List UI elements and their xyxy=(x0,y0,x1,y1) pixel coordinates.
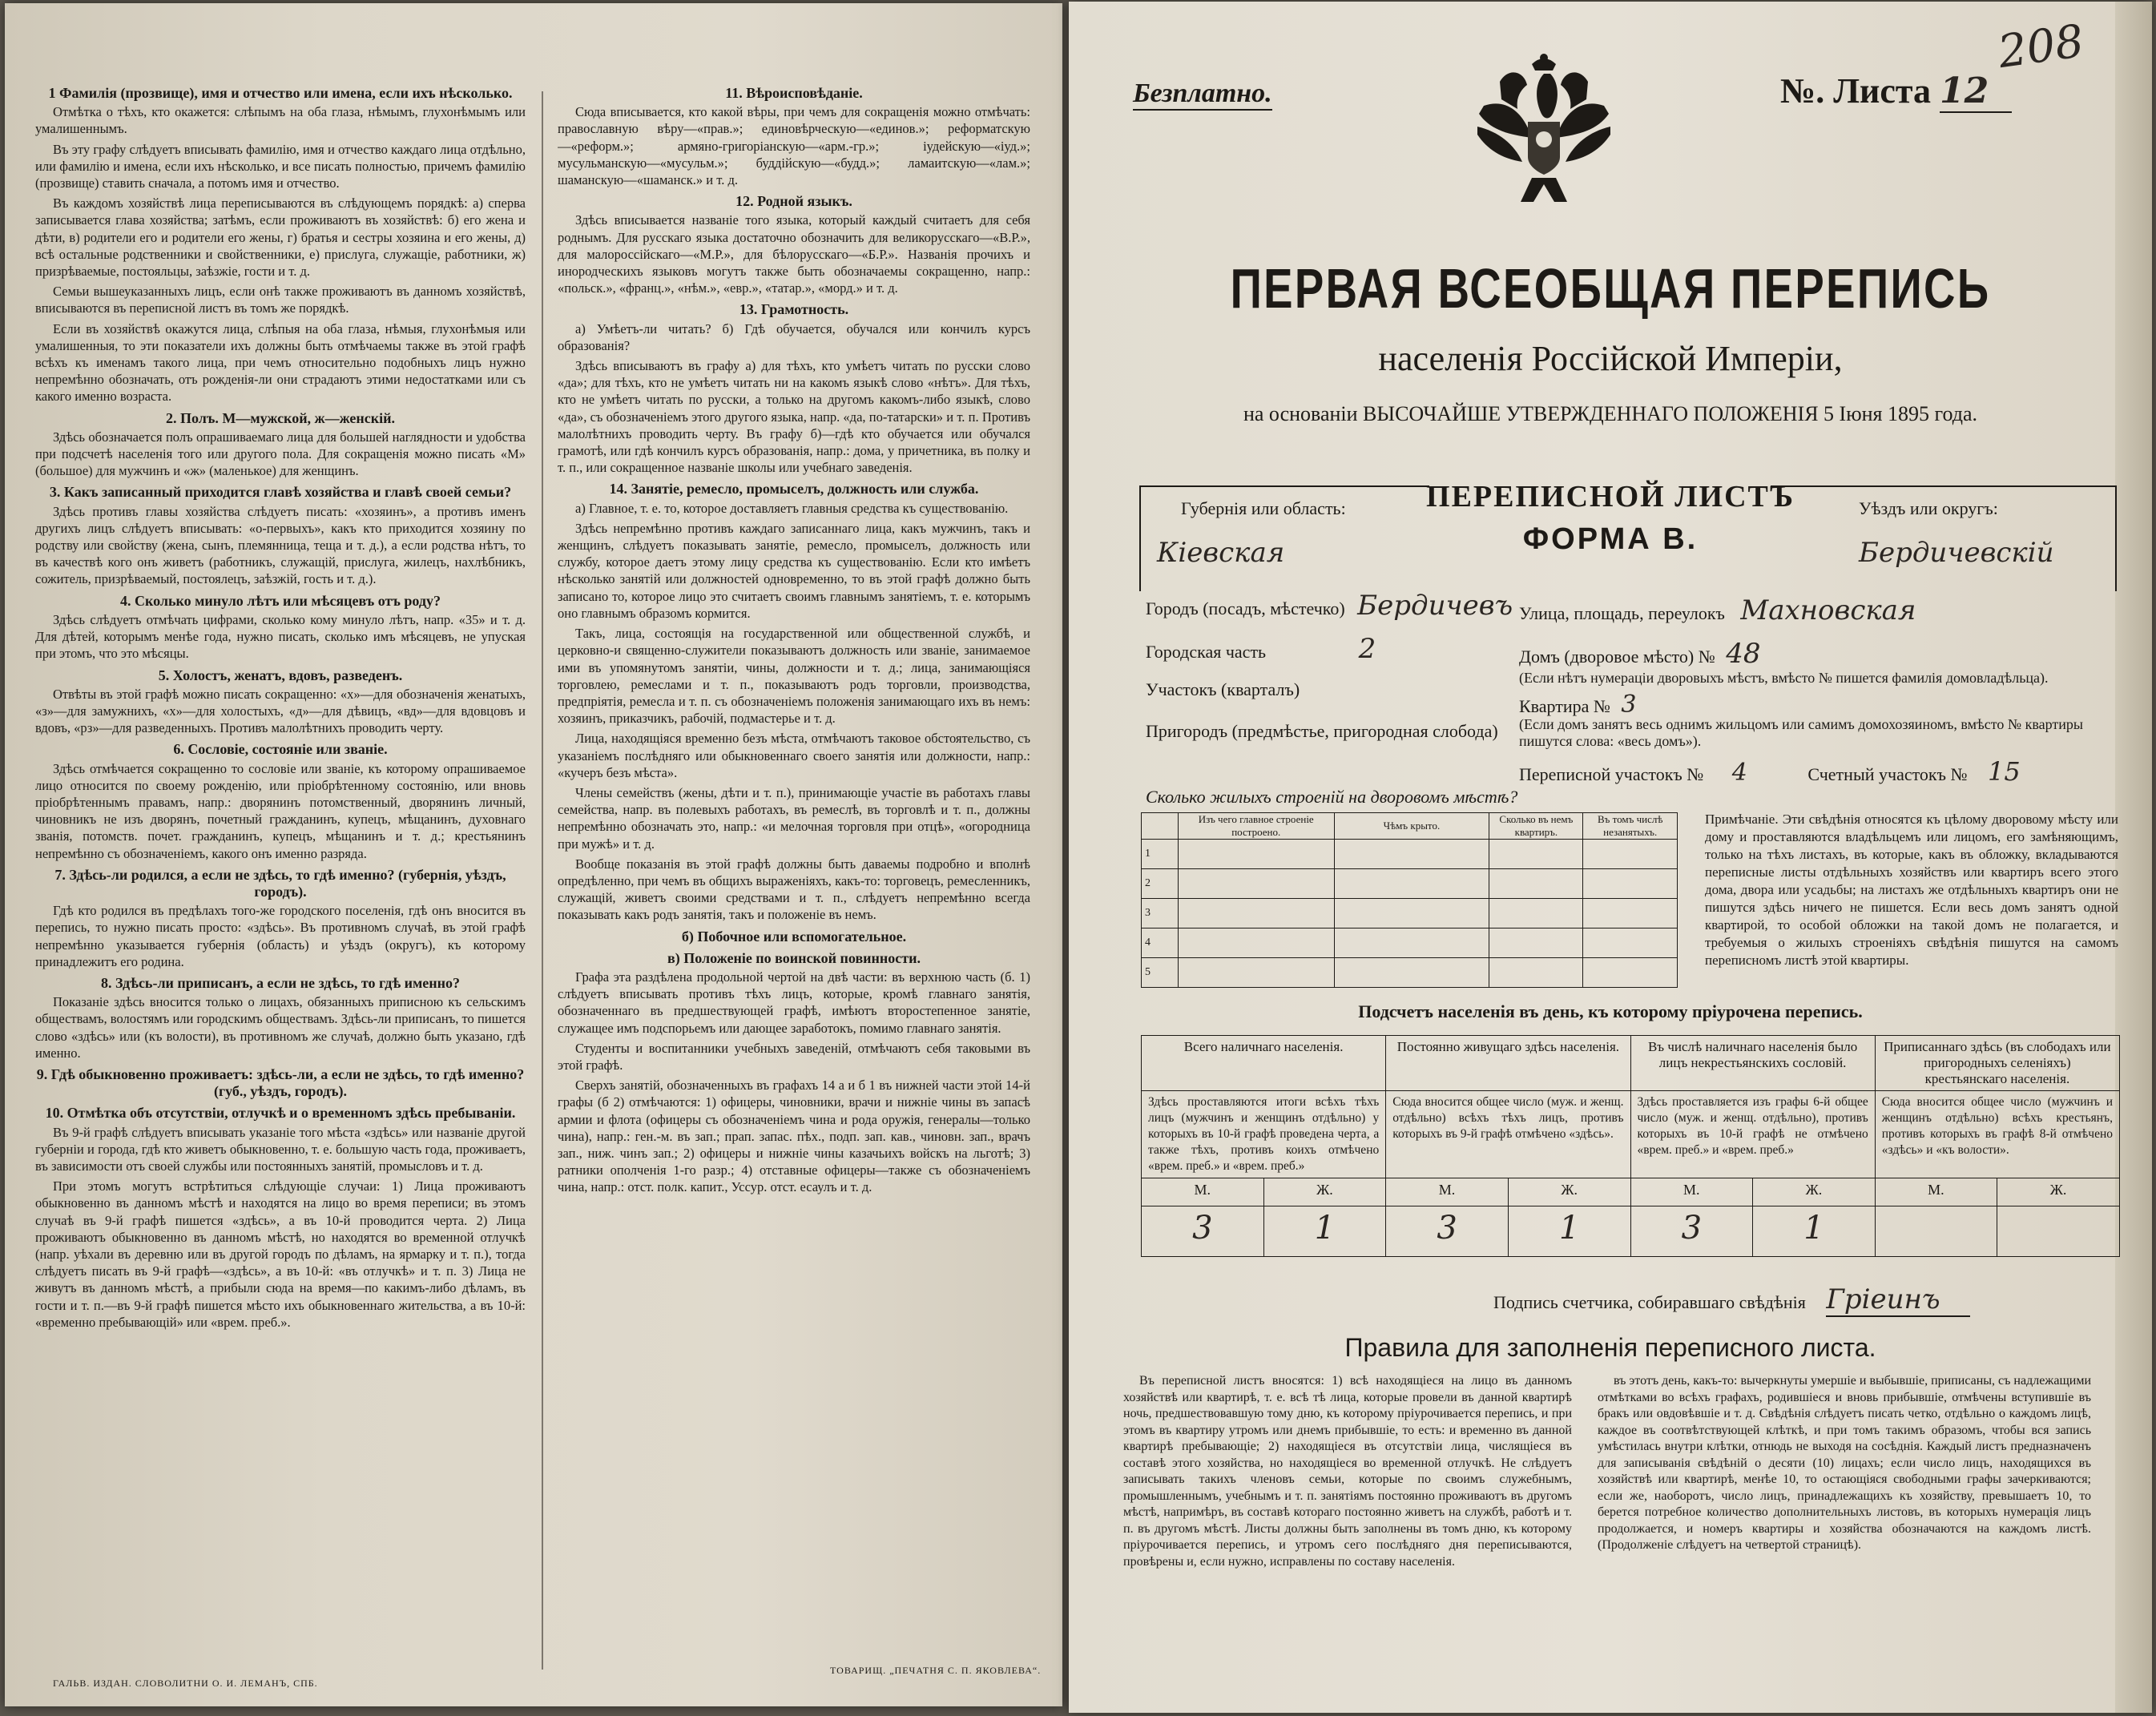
double-headed-eagle-icon xyxy=(1468,50,1620,210)
uezd-label: Уѣздъ или округъ: xyxy=(1859,498,1998,518)
table-row xyxy=(1142,958,1678,988)
table-row xyxy=(1142,928,1678,958)
male-count: 3 xyxy=(1142,1206,1264,1257)
form-letter: ФОРМА В. xyxy=(1522,522,1699,556)
apartment-value: 3 xyxy=(1621,691,1637,719)
paragraph: Если въ хозяйствѣ окажутся лица, слѣпыя на оба глаза, нѣмыя, глухонѣмыя или умалишенныя, то эти показатели ихъ должны быть отмѣчаемы также въ этой графѣ всѣхъ къ именамъ такого лица, при чемъ относительно подобныхъ лицъ нужно непремѣнно обозначать, отъ рожденія-ли они страдаютъ этими недостатками или съ какого именно возраста. xyxy=(35,320,526,405)
archive-page-number: 208 xyxy=(1994,14,2087,79)
paragraph: Здѣсь слѣдуетъ отмѣчать цифрами, сколько кому минуло лѣтъ, напр. «35» и т. д. Для дѣтей, которымъ менѣе года, нужно писать, сколько имъ мѣсяцевъ, не упуская при этомъ, что это мѣсяцы. xyxy=(35,611,526,662)
female-count: 1 xyxy=(1508,1206,1630,1257)
section-heading: 8. Здѣсь-ли приписанъ, а если не здѣсь, то гдѣ именно? xyxy=(100,974,460,991)
male-count: 3 xyxy=(1386,1206,1509,1257)
street-label: Улица, площадь, переулокъ xyxy=(1519,603,1725,623)
suburb-label: Пригородъ (предмѣстье, пригородная слобода) xyxy=(1146,721,1498,741)
instructions-column-2 xyxy=(558,80,1030,1650)
street-field xyxy=(1519,594,1916,626)
rules-column-1 xyxy=(1123,1373,1572,1694)
city-field xyxy=(1146,590,1513,622)
paragraph: Здѣсь обозначается полъ опрашиваемаго лица для большей наглядности и удобства при подсчетѣ населенія того или другого пола. Для сокращенія можно писать «М» (большое) для мужчинъ и «ж» (маленькое) для женщинъ. xyxy=(35,429,526,479)
house-label: Домъ (дворовое мѣсто) № xyxy=(1519,647,1715,667)
column-divider xyxy=(542,91,543,1670)
section-heading: в) Положеніе по воинской повинности. xyxy=(667,949,921,966)
paragraph: Семьи вышеуказанныхъ лицъ, если онѣ также проживаютъ въ данномъ хозяйствѣ, вписываются въ переписной листъ въ томъ же порядкѣ. xyxy=(35,284,526,316)
page-edge xyxy=(2115,2,2152,1713)
paragraph: Здѣсь вписывается названіе того языка, который каждый считаетъ для себя роднымъ. Для русскаго языка достаточно обозначить для великорусскаго—«В.Р.», для малороссійскаго—«М.Р.», для бѣлорусскаго—«Б.Р.». Названія прочихъ и инородческихъ языковъ могутъ также быть обозначаемы сокращенно, напр.: «польск.», «франц.», «нѣм.», «евр.», «татар.», «морд.» и т. д. xyxy=(558,212,1030,296)
table-header: Въ числѣ наличнаго населенія было лицъ некрестьянскихъ сословій. xyxy=(1630,1036,1875,1091)
table-row xyxy=(1142,1206,2120,1257)
apartment-field xyxy=(1519,691,1636,719)
paragraph: Въ 9-й графѣ слѣдуетъ вписывать указаніе того мѣста «здѣсь» или названіе другой губерніи и города, гдѣ кто живетъ обыкновенно, т. е. большую часть года, проживаетъ, въ зависимости отъ своей службы или постоянныхъ занятій, промысловъ и т. д. xyxy=(35,1124,526,1174)
section-heading: 5. Холостъ, женатъ, вдовъ, разведенъ. xyxy=(158,667,403,683)
city-value: Бердичевъ xyxy=(1357,590,1513,622)
section-heading: 13. Грамотность. xyxy=(739,301,849,318)
male-count xyxy=(1875,1206,1997,1257)
paragraph: Графа эта раздѣлена продольной чертой на двѣ части: въ верхнюю часть (б. 1) слѣдуетъ вписывать противъ тѣхъ лицъ, которые, кромѣ главнаго занятія, обозначеннаго въ предшествующей графѣ, имѣютъ второстепенное занятіе, служащее имъ подспорьемъ или дающее заработокъ, помимо главнаго занятія. xyxy=(558,969,1030,1036)
row-number: 2 xyxy=(1142,869,1179,899)
table-header: Чѣмъ крыто. xyxy=(1334,813,1489,840)
uezd-value: Бердичевскій xyxy=(1859,537,2054,569)
printer-footnote-right: ТОВАРИЩ. „ПЕЧАТНЯ С. П. ЯКОВЛЕВА“. xyxy=(830,1665,1042,1676)
column-description: Здѣсь проставляются итоги всѣхъ тѣхъ лицъ (мужчинъ и женщинъ отдѣльно) у которыхъ въ 10-й графѣ проведена черта, а также тѣхъ, противъ коихъ отмѣчено «врем. преб.» и «врем. преб.» xyxy=(1142,1091,1386,1178)
census-precinct-field xyxy=(1519,756,2021,787)
table-row xyxy=(1142,1178,2120,1206)
table-header-row xyxy=(1142,813,1678,840)
buildings-table xyxy=(1141,812,1678,988)
row-number: 4 xyxy=(1142,928,1179,958)
census-subtitle: населенія Россійской Имперіи, xyxy=(1378,339,1843,378)
paragraph: Такъ, лица, состоящія на государственной или общественной службѣ, и церковно-и священно-служители показываютъ должность или званіе, занимаемое ими въ упомянутомъ занятіи, чины, должности и т. д.; лица, занимающіяся торговлею, ремеслами и т. п., показываютъ родъ торговли, производства, предпріятія, ремесла и т. п. съ обозначеніемъ положенія занимающаго ихъ въ немъ: хозяинъ, приказчикъ, рабочій, подмастерье и т. д. xyxy=(558,626,1030,727)
precinct-label: Участокъ (кварталъ) xyxy=(1146,679,1300,699)
census-title: ПЕРВАЯ ВСЕОБЩАЯ ПЕРЕПИСЬ xyxy=(1230,257,1991,320)
paragraph: Здѣсь отмѣчается сокращенно то сословіе или званіе, къ которому опрашиваемое лицо относится по своему рожденію, или пріобрѣтенному состоянію, или вновь пріобрѣтеннымъ правамъ, напр.: дворянинъ потомственный, дворянинъ личный, чиновникъ не изъ дворянъ, почетный гражданинъ, купецъ, мѣщанинъ, духовнаго званія, потомств. почет. гражданинъ, купецъ, мѣщанинъ и т. д.; крестьянинъ непремѣнно съ обозначеніемъ, какого онъ именно разряда. xyxy=(35,760,526,861)
free-of-charge-label: Безплатно. xyxy=(1133,79,1272,111)
female-label: Ж. xyxy=(1508,1178,1630,1206)
census-decree-line: на основаніи ВЫСОЧАЙШЕ УТВЕРЖДЕННАГО ПОЛОЖЕНІЯ 5 Іюня 1895 года. xyxy=(1243,402,1978,425)
female-count: 1 xyxy=(1263,1206,1386,1257)
paragraph: Сюда вписывается, кто какой вѣры, при чемъ для сокращенія можно отмѣчать: православную вѣру—«прав.»; единовѣрческую—«единов.»; реформатскую—«реформ.»; армяно-григоріанскую—«арм.-гр.»; іудейскую—«іуд.»; мусульманскую—«мусульм.»; буддійскую—«будд.»; ламаитскую—«лам.»; шаманскую—«шаманск.» и т. д. xyxy=(558,104,1030,188)
signature-field xyxy=(1493,1283,1970,1317)
paragraph: Отвѣты въ этой графѣ можно писать сокращенно: «х»—для обозначенія женатыхъ, «з»—для замужнихъ, «х»—для холостыхъ, «д»—для дѣвицъ, «вд»—для вдовцовъ и вдовъ, «рз»—для разведенныхъ. Противъ малолѣтнихъ проводить черту. xyxy=(35,686,526,736)
female-count: 1 xyxy=(1753,1206,1876,1257)
buildings-question: Сколько жилыхъ строеній на дворовомъ мѣстѣ? xyxy=(1146,787,1518,807)
table-header: Всего наличнаго населенія. xyxy=(1142,1036,1386,1091)
sheet-number-label: №. Листа xyxy=(1780,71,1932,111)
signature-value: Гріеинъ xyxy=(1826,1283,1970,1317)
paragraph: Члены семействъ (жены, дѣти и т. п.), принимающіе участіе въ работахъ главы семейства, напр. въ полевыхъ работахъ, въ ремеслѣ, въ торговлѣ и т. п., должны непремѣнно обозначать это, напр.: «и мелочная торговля при отцѣ», «огородница при мужѣ» и т. д. xyxy=(558,784,1030,852)
apartment-note: (Если домъ занятъ весь однимъ жильцомъ или самимъ домохозяиномъ, вмѣсто № квартиры пишутся слова: «весь домъ»). xyxy=(1519,716,2083,749)
instructions-page xyxy=(5,3,1062,1706)
paragraph: Вообще показанія въ этой графѣ должны быть даваемы подробно и вполнѣ опредѣленно, при чемъ въ общихъ выраженіяхъ, какъ-то: торговецъ, ремесленникъ, служащій, живетъ своими средствами и т. п., слѣдуетъ непремѣнно всегда показывать какъ родъ занятія, такъ и положеніе въ немъ. xyxy=(558,856,1030,923)
female-label: Ж. xyxy=(1263,1178,1386,1206)
section-heading: 12. Родной языкъ. xyxy=(735,193,852,210)
column-description: Сюда вносится общее число (муж. и женщ. отдѣльно) всѣхъ тѣхъ лицъ, противъ которыхъ въ 9-й графѣ отмѣчено «здѣсь». xyxy=(1386,1091,1630,1178)
row-number: 5 xyxy=(1142,958,1179,988)
sheet-number xyxy=(1780,70,2012,113)
city-part-field xyxy=(1146,633,1376,665)
printer-footnote-left: ГАЛЬВ. ИЗДАН. СЛОВОЛИТНИ О. И. ЛЕМАНЪ, СПБ. xyxy=(53,1678,318,1689)
female-label: Ж. xyxy=(1753,1178,1876,1206)
table-header: Изъ чего главное строеніе построено. xyxy=(1178,813,1334,840)
paragraph: Сверхъ занятій, обозначенныхъ въ графахъ 14 а и б 1 въ нижней части этой 14-й графы (б 2) отмѣчаются: 1) офицеры, чиновники, врачи и нижніе чины въ запасѣ армии и флота (офицеры съ обозначеніемъ чина и рода оружія, генералы—только чина), напр.: ген.-м. въ зап.; прап. запас. пѣх., подп. зап. кав., чиновн. зап., врачъ зап., ниж. чинъ зап.; 2) офицеры и нижніе чины казачьихъ войскъ на льготѣ; 3) ратники ополченія 1-го разр.; 4) отставные офицеры—также съ обозначеніемъ чина, напр.: отст. полк. капит., Уссур. отст. есаулъ и т. д. xyxy=(558,1078,1030,1195)
paragraph: При этомъ могутъ встрѣтиться слѣдующіе случаи: 1) Лица проживаютъ обыкновенно въ данномъ мѣстѣ и находятся на лицо во время переписи; въ этомъ случаѣ въ 9-й графѣ пишется «здѣсь», а въ 10-й проводится черта. 2) Лица проживаютъ обыкновенно въ данномъ мѣстѣ, но находятся во временной отлучкѣ (напр. уѣхали въ деревню или въ другой городъ по дѣламъ, на ярмарку и т. п.), тогда слѣдуетъ писать въ 9-й графѣ—«здѣсь», а въ 10-й: «въ отлучкѣ» и т. п. 3) Лица не живутъ въ данномъ мѣстѣ, а прибыли сюда на время—по какимъ-либо дѣламъ, въ гости и т. п.—въ 9-й графѣ пишется мѣсто ихъ обыкновеннаго жительства, а въ 10-й: «временно пребывающій» или «врем. преб.». xyxy=(35,1178,526,1330)
count-precinct-label: Счетный участокъ № xyxy=(1807,764,1968,784)
male-count: 3 xyxy=(1630,1206,1753,1257)
form-title: ПЕРЕПИСНОЙ ЛИСТЪ xyxy=(1426,480,1795,514)
uezd-box xyxy=(1771,485,2117,591)
instructions-column-1 xyxy=(35,80,526,1666)
table-header: Приписаннаго здѣсь (въ слободахъ или пригородныхъ селеніяхъ) крестьянскаго населенія. xyxy=(1875,1036,2119,1091)
section-heading: 1 Фамилія (прозвище), имя и отчество или имена, если ихъ нѣсколько. xyxy=(48,85,513,101)
paragraph: Въ каждомъ хозяйствѣ лица переписываются въ слѣдующемъ порядкѣ: а) сперва записывается глава хозяйства; затѣмъ, если проживаютъ въ хозяйствѣ: б) его жена и дѣти, в) родители его и родители его жены, г) братья и сестры хозяина и его жены, д) всѣ остальные родственники и свойственники, е) прислуга, служащіе, работники, ж) призрѣваемые, постояльцы, заѣзжіе, гости и т. д. xyxy=(35,195,526,280)
paragraph: Отмѣтка о тѣхъ, кто окажется: слѣпымъ на оба глаза, нѣмымъ, глухонѣмымъ или умалишеннымъ. xyxy=(35,104,526,137)
city-part-label: Городская часть xyxy=(1146,642,1267,662)
signature-label: Подпись счетчика, собиравшаго свѣдѣнія xyxy=(1493,1292,1806,1312)
female-count xyxy=(1997,1206,2120,1257)
table-header: Постоянно живущаго здѣсь населенія. xyxy=(1386,1036,1630,1091)
paragraph: Гдѣ кто родился въ предѣлахъ того-же городского поселенія, гдѣ онъ вносится въ перепись, то нужно писать просто: «здѣсь». Въ противномъ случаѣ, въ этой графѣ непремѣнно указывается губернія (область) и уѣздъ (округъ), къ которому принадлежитъ его родина. xyxy=(35,903,526,969)
section-heading: 4. Сколько минуло лѣтъ или мѣсяцевъ отъ роду? xyxy=(120,592,441,609)
section-heading: 9. Гдѣ обыкновенно проживаетъ: здѣсь-ли, а если не здѣсь, то гдѣ именно? (губ., уѣздъ, городъ). xyxy=(36,1065,525,1100)
paragraph: Здѣсь противъ главы хозяйства слѣдуетъ писать: «хозяинъ», а противъ именъ другихъ лицъ слѣдуетъ вписывать: «о-первыхъ», какъ кто приходится хозяину по родству или свойству (жена, сынъ, племянница, теща и т. д.), а если родства нѣтъ, то въ качествѣ кого онъ живетъ (работникъ, служащій, прислуга, жилецъ, нахлѣбникъ, сожитель, призрѣваемый, постоялецъ, заѣзжій, гость и т. д.). xyxy=(35,503,526,587)
house-value: 48 xyxy=(1726,638,1761,670)
table-row xyxy=(1142,869,1678,899)
section-heading: 11. Вѣроисповѣданіе. xyxy=(725,85,863,101)
rules-text: въ этотъ день, какъ-то: вычеркнуты умершіе и выбывшіе, приписаны, съ надлежащими отмѣтками во всѣхъ графахъ, родившіеся и вновь прибывшіе, отмѣчены вступившіе въ бракъ или овдовѣвшіе и т. д. Свѣдѣнія слѣдуетъ писать четко, отдѣльно о каждомъ лицѣ, каждое въ соотвѣтствующей клѣткѣ, и при томъ такимъ образомъ, чтобы вся запись умѣстилась внутри клѣтки, отнюдь не выходя на сосѣднія. Каждый листъ предназначенъ для записыванія свѣдѣній о десяти (10) лицахъ; если число лицъ, находящихся въ хозяйствѣ или квартирѣ, менѣе 10, то остающіяся свободными графы зачеркиваются; если же, наоборотъ, число лицъ, принадлежащихъ къ хозяйству, превышаетъ 10, то берется потребное количество дополнительныхъ листовъ, въ которыхъ нумерація лицъ продолжается, и номеръ квартиры и хозяйства обозначаются на каждомъ листѣ. (Продолженіе слѣдуетъ на четвертой страницѣ). xyxy=(1598,1374,2091,1552)
buildings-note: Примѣчаніе. Эти свѣдѣнія относятся къ цѣлому дворовому мѣсту или дому и проставляются владѣльцемъ или лицомъ, его замѣняющимъ, только на тѣхъ листахъ, въ которые, какъ въ обложку, вкладываются переписные листы отдѣльныхъ хозяйствъ или квартиръ всего этого дома, двора или усадьбы; на листахъ же отдѣльныхъ квартиръ они не пишутся здѣсь ничего не пишется. Если весь домъ занятъ одной квартирой, то особой обложки на такой домъ не полагается, и требуемыя о жилыхъ строеніяхъ свѣдѣнія пишутся на самомъ переписномъ листѣ этой квартиры. xyxy=(1705,812,2118,968)
paragraph: а) Умѣетъ-ли читать? б) Гдѣ обучается, обучался или кончилъ курсъ образованія? xyxy=(558,320,1030,353)
rules-text: Въ переписной листъ вносятся: 1) всѣ находящіеся на лицо въ данномъ хозяйствѣ или квартирѣ, т. е. всѣ тѣ лица, которые провели въ данной квартирѣ ночь, предшествовавшую тому дню, къ которому пріурочивается перепись, и при этомъ въ квартиру утромъ или днемъ прибывшіе, то есть: и временно въ данной квартирѣ пребывающіе; 2) находящіеся въ отсутствіи лица, числящіеся въ составѣ этого хозяйства, но находящіеся во временной отлучкѣ. Не слѣдуетъ записывать такихъ членовъ семьи, которые по своимъ служебнымъ, промышленнымъ, учебнымъ и т. п. занятіямъ постоянно проживаютъ въ другомъ мѣстѣ, напримѣръ, въ составѣ котораго постоянно живетъ на службѣ, работѣ и т. п. въ другомъ мѣстѣ. Листы должны быть заполнены въ томъ дню, къ которому пріурочивается перепись, и утромъ сего послѣдняго дня переписываются, провѣрены и, если нужно, исправлены по составу населенія. xyxy=(1123,1374,1572,1569)
census-precinct-label: Переписной участокъ № xyxy=(1519,764,1704,784)
table-row xyxy=(1142,840,1678,869)
section-heading: 3. Какъ записанный приходится главѣ хозяйства и главѣ своей семьи? xyxy=(49,484,512,501)
paragraph: Студенты и воспитанники учебныхъ заведеній, отмѣчаютъ себя таковыми въ этой графѣ. xyxy=(558,1040,1030,1073)
gubernia-label: Губернія или область: xyxy=(1181,498,1346,518)
paragraph: Лица, находящіяся временно безъ мѣста, отмѣчаютъ таковое обстоятельство, съ указаніемъ послѣдняго или обыкновеннаго своего занятія или должности, напр.: «кучеръ безъ мѣста». xyxy=(558,731,1030,780)
census-form-page xyxy=(1069,2,2152,1713)
house-field xyxy=(1519,638,1760,670)
census-precinct-value: 4 xyxy=(1731,759,1747,787)
male-label: М. xyxy=(1142,1178,1264,1206)
row-number: 3 xyxy=(1142,899,1179,928)
table-row xyxy=(1142,899,1678,928)
rules-column-2 xyxy=(1598,1373,2091,1694)
male-label: М. xyxy=(1630,1178,1753,1206)
column-description: Сюда вносится общее число (мужчинъ и женщинъ отдѣльно) всѣхъ крестьянъ, противъ которыхъ въ графѣ 8-й отмѣчено «здѣсь» и «къ волости». xyxy=(1875,1091,2119,1178)
section-heading: 2. Полъ. М—мужской, ж—женскій. xyxy=(165,409,396,426)
paragraph: Въ эту графу слѣдуетъ вписывать фамилію, имя и отчество каждаго лица отдѣльно, или фамилію и имена, если ихъ нѣсколько, и все писать полностью, причемъ фамилію (прозвище) ставить сначала, а потомъ имя и отчество. xyxy=(35,141,526,191)
apartment-label: Квартира № xyxy=(1519,696,1610,716)
section-heading: 14. Занятіе, ремесло, промыселъ, должность или служба. xyxy=(609,481,979,497)
male-label: М. xyxy=(1875,1178,1997,1206)
sheet-number-value: 12 xyxy=(1940,70,2012,113)
male-label: М. xyxy=(1386,1178,1509,1206)
gubernia-value: Кіевская xyxy=(1157,537,1285,569)
paragraph: а) Главное, т. е. то, которое доставляетъ главныя средства къ существованію. xyxy=(575,500,1009,516)
column-description: Здѣсь проставляется изъ графы 6-й общее число (муж. и женщ. отдѣльно), противъ которыхъ въ 10-й графѣ не отмѣчено «врем. преб.» и «врем. преб.» xyxy=(1630,1091,1875,1178)
paragraph: Здѣсь вписываютъ въ графу а) для тѣхъ, кто умѣетъ читать по русски слово «да»; для тѣхъ, кто не умѣетъ читать ни на какомъ языкѣ слово «нѣтъ». Для тѣхъ, кто не умѣетъ читать по русски, а только на другомъ какомъ-либо языкѣ, слово «да», съ обозначеніемъ этого другого языка, напр. «да, по-татарски» и т. п. Противъ малолѣтнихъ проводить черту. Въ графу б)—гдѣ кто обучается или обучался грамотѣ, или гдѣ кончилъ курсъ образованія, напр.: дома, у причетника, въ полку и т. п., или сокращенное названіе школы или учебнаго заведенія. xyxy=(558,358,1030,476)
section-heading: 7. Здѣсь-ли родился, а если не здѣсь, то гдѣ именно? (губернія, уѣздъ, городъ). xyxy=(54,866,506,900)
section-heading: 10. Отмѣтка объ отсутствіи, отлучкѣ и о временномъ здѣсь пребываніи. xyxy=(45,1105,516,1122)
table-header: Сколько въ немъ квартиръ. xyxy=(1489,813,1583,840)
row-number: 1 xyxy=(1142,840,1179,869)
table-header: Въ томъ числѣ незанятыхъ. xyxy=(1583,813,1678,840)
table-row xyxy=(1142,1091,2120,1178)
street-value: Махновская xyxy=(1740,594,1916,626)
house-note: (Если нѣтъ нумераціи дворовыхъ мѣстъ, вмѣсто № пишется фамилія домовладѣльца). xyxy=(1519,670,2049,686)
female-label: Ж. xyxy=(1997,1178,2120,1206)
population-count-table xyxy=(1141,1035,2120,1257)
count-precinct-value: 15 xyxy=(1987,756,2021,787)
paragraph: Здѣсь непремѣнно противъ каждаго записаннаго лица, какъ мужчинъ, такъ и женщинъ, слѣдуетъ показывать занятіе, ремесло, промыселъ, должность или службу, которое даетъ этому лицу средства къ существованію. Если кто имѣетъ нѣсколько занятій или должностей одновременно, то въ этой графѣ должно быть записано то, которое лицо это считаетъ своимъ главнымъ занятіемъ, т. е. которымъ оно главнымъ образомъ кормится. xyxy=(558,520,1030,621)
section-heading: 6. Сословіе, состояніе или званіе. xyxy=(173,741,388,758)
city-label: Городъ (посадъ, мѣстечко) xyxy=(1146,598,1345,618)
population-count-title: Подсчетъ населенія въ день, къ которому пріурочена перепись. xyxy=(1358,1001,1863,1021)
rules-title: Правила для заполненія переписного листа. xyxy=(1344,1333,1876,1362)
section-heading: б) Побочное или вспомогательное. xyxy=(681,928,907,945)
paragraph: Показаніе здѣсь вносится только о лицахъ, обязанныхъ приписною къ сельскимъ обществамъ, волостямъ или городскимъ обществамъ. Здѣсь-ли приписанъ, то пишется слово «здѣсь» или (къ волости), въ противномъ же случаѣ, должно быть указано, гдѣ именно. xyxy=(35,994,526,1061)
city-part-value: 2 xyxy=(1358,633,1376,665)
table-header-row xyxy=(1142,1036,2120,1091)
